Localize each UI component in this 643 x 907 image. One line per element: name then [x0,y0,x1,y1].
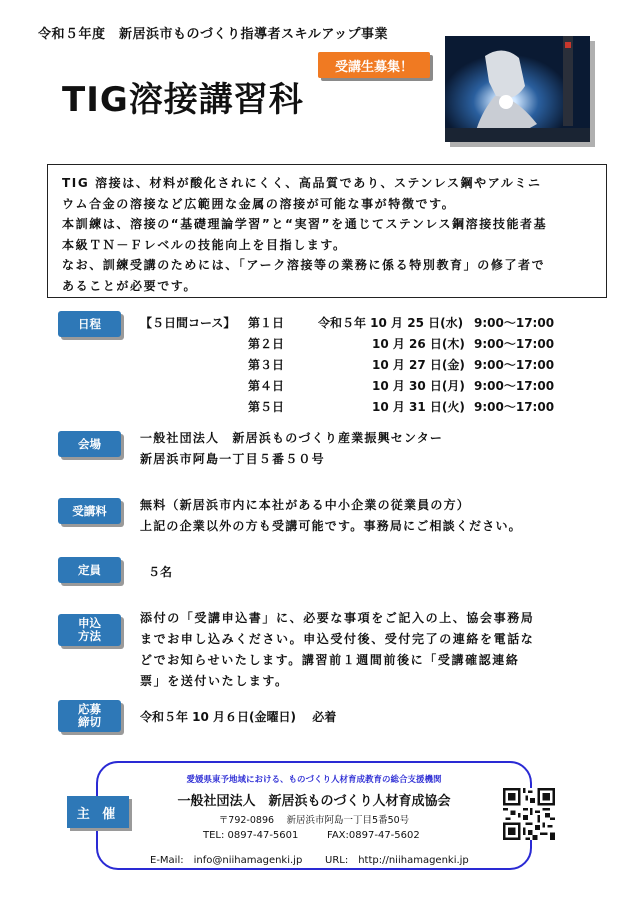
fee-line: 無料（新居浜市内に本社がある中小企業の従業員の方） [140,498,471,512]
apply-label [58,614,121,646]
page-title: TIG溶接講習科 [62,80,304,120]
apply-line: 添付の「受講申込書」に、必要な事項をご記入の上、協会事務局 [140,611,535,625]
organizer-tel: TEL: 0897-47-5601 [203,830,299,841]
schedule-label: 日程 [58,311,121,337]
apply-label-line: 申込 [78,616,101,630]
organizer-tagline: 愛媛県東予地域における、ものづくり人材育成教育の総合支援機関 [186,775,442,785]
schedule-row [140,314,560,335]
fee-info [140,495,522,537]
qr-code-icon [503,788,555,840]
apply-line: どでお知らせいたします。講習前１週間前後に「受講確認連絡 [140,653,520,667]
schedule-date: 10 月 27 日(金) [372,358,465,372]
schedule-time: 9:00～17:00 [474,337,555,351]
recruit-badge: 受講生募集！ [318,52,430,78]
schedule-time: 9:00～17:00 [474,400,555,414]
deadline-label-line: 締切 [78,715,101,729]
schedule-time: 9:00～17:00 [474,316,555,330]
capacity-value: ５名 [148,565,173,579]
welding-photo [445,36,590,142]
venue-address: 新居浜市阿島一丁目５番５０号 [140,452,325,466]
organizer-fax: FAX:0897-47-5602 [327,830,420,841]
organizer-url: URL: http://niihamagenki.jp [325,855,469,866]
schedule-date: 10 月 26 日(木) [372,337,465,351]
organizer-name: 一般社団法人 新居浜ものづくり人材育成協会 [177,794,451,809]
venue-label: 会場 [58,431,121,457]
venue-name: 一般社団法人 新居浜ものづくり産業振興センター [140,431,444,445]
deadline-label-line: 応募 [78,702,101,716]
schedule-date: 令和５年 10 月 25 日(水) [318,316,464,330]
schedule-day: 第３日 [248,358,285,372]
organizer-address: 〒792-0896 新居浜市阿島一丁目5番50号 [218,815,410,826]
schedule-date: 10 月 30 日(月) [372,379,465,393]
course-length: 【５日間コース】 [140,316,236,330]
schedule-day: 第５日 [248,400,285,414]
intro-line: なお、訓練受講のためには、「アーク溶接等の業務に係る特別教育」の修了者で [62,258,546,272]
schedule-row [140,335,560,356]
apply-label-line: 方法 [78,629,101,643]
venue-info [140,428,443,470]
schedule-time: 9:00～17:00 [474,358,555,372]
fee-line: 上記の企業以外の方も受講可能です。事務局にご相談ください。 [140,519,522,533]
capacity-label: 定員 [58,557,121,583]
schedule-row [140,398,560,419]
intro-line: 本級ＴＮ－Ｆレベルの技能向上を目指します。 [62,237,347,252]
program-subtitle: 令和５年度 新居浜市ものづくり指導者スキルアップ事業 [38,27,388,42]
intro-line: あることが必要です。 [62,278,198,293]
apply-line: 票」を送付いたします。 [140,674,289,688]
intro-box [47,164,607,298]
organizer-email: E-Mail: info@niihamagenki.jp [150,855,303,866]
deadline-label [58,700,121,732]
schedule-day: 第２日 [248,337,285,351]
schedule-row [140,356,560,377]
deadline-value: 令和５年 10 月６日(金曜日) 必着 [140,710,337,724]
apply-info [140,608,534,692]
intro-line: 本訓練は、溶接の“基礎理論学習”と“実習”を通じてステンレス鋼溶接技能者基 [62,217,548,231]
apply-line: までお申し込みください。申込受付後、受付完了の連絡を電話な [140,632,535,646]
schedule-time: 9:00～17:00 [474,379,555,393]
schedule-date: 10 月 31 日(火) [372,400,465,414]
host-label: 主 催 [67,796,129,828]
schedule-day: 第１日 [248,316,285,330]
schedule-day: 第４日 [248,379,285,393]
schedule-row [140,377,560,398]
intro-line: TIG 溶接は、材料が酸化されにくく、高品質であり、ステンレス鋼やアルミニ [62,176,542,190]
intro-line: ウム合金の溶接など広範囲な金属の溶接が可能な事が特徴です。 [62,196,456,211]
fee-label: 受講料 [58,498,121,524]
